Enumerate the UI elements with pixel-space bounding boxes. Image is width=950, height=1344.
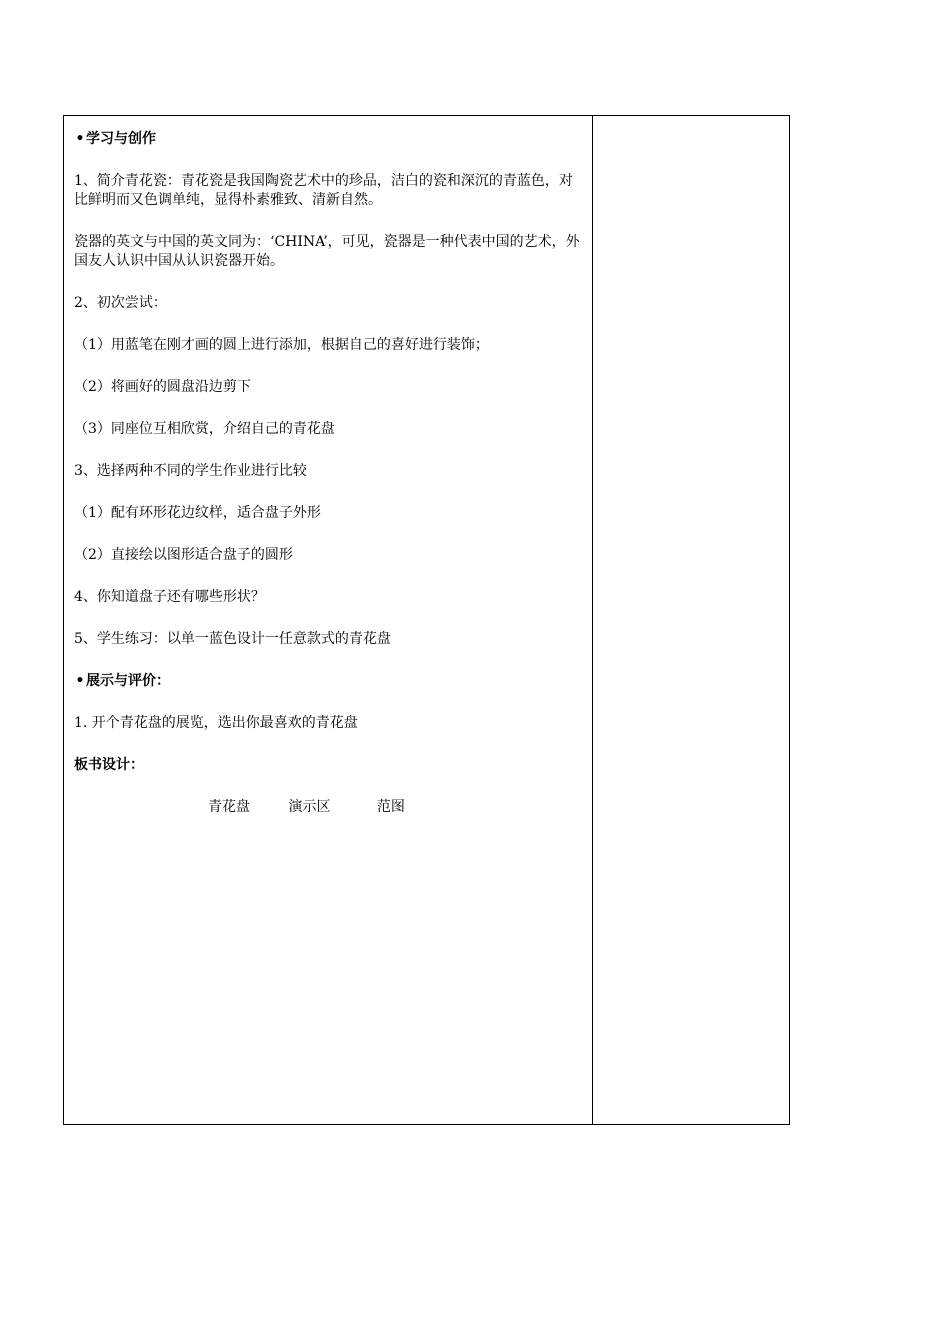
compare-item-1: （1）配有环形花边纹样，适合盘子外形 (74, 505, 321, 521)
shapes-question: 4、你知道盘子还有哪些形状？ (74, 589, 265, 605)
display-heading (74, 672, 582, 691)
compare-title: 3、选择两种不同的学生作业进行比较 (74, 463, 307, 479)
practice-task: 5、学生练习：以单一蓝色设计一任意款式的青花盘 (74, 631, 391, 647)
notes-cell (593, 116, 789, 1124)
lesson-table (63, 115, 790, 1125)
first-try-step-1: （1）用蓝笔在刚才画的圆上进行添加，根据自己的喜好进行装饰； (74, 337, 489, 353)
display-item: 1. 开个青花盘的展览，选出你最喜欢的青花盘 (74, 715, 358, 731)
board-item-sample: 范图 (376, 799, 405, 815)
china-paragraph: 瓷器的英文与中国的英文同为：‘CHINA’，可见，瓷器是一种代表中国的艺术，外国友人认识中国从认识瓷器开始。 (74, 234, 580, 269)
first-try-step-2: （2）将画好的圆盘沿边剪下 (74, 379, 251, 395)
first-try-step-3: （3）同座位互相欣赏，介绍自己的青花盘 (74, 421, 335, 437)
first-try-title: 2、初次尝试： (74, 295, 167, 311)
board-heading: 板书设计： (74, 757, 144, 773)
board-item-qinghuapan: 青花盘 (208, 799, 250, 815)
board-item-demo-area: 演示区 (288, 799, 331, 815)
lesson-content-cell (64, 116, 592, 1124)
board-design-row (74, 798, 582, 817)
study-heading (74, 130, 582, 149)
bullet-icon: • (75, 673, 85, 689)
compare-item-2: （2）直接绘以图形适合盘子的圆形 (74, 547, 293, 563)
intro-paragraph: 1、简介青花瓷：青花瓷是我国陶瓷艺术中的珍品，洁白的瓷和深沉的青蓝色，对比鲜明而又色调单纯，显得朴素雅致、清新自然。 (74, 173, 573, 208)
study-heading-text: 学习与创作 (86, 131, 156, 147)
display-heading-text: 展示与评价： (86, 673, 170, 689)
bullet-icon: • (75, 131, 85, 147)
